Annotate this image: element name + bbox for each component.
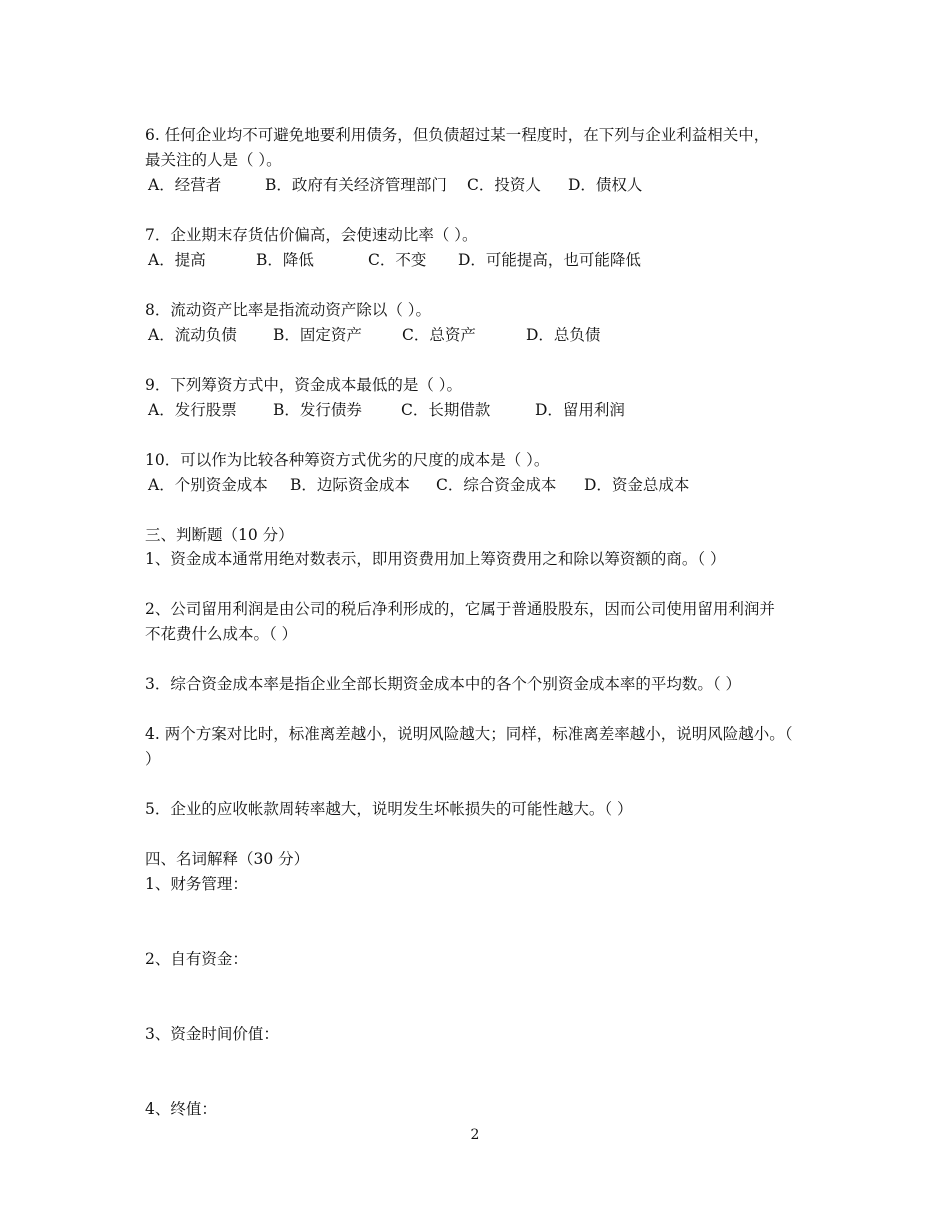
question-9-option-b: B．发行债券	[273, 401, 362, 419]
section-terms-heading: 四、名词解释（30 分）	[145, 850, 310, 868]
question-10-option-a: A．个别资金成本	[148, 476, 268, 494]
judgment-item-4-line-2: ）	[145, 750, 161, 768]
question-6-option-c: C．投资人	[467, 176, 541, 194]
question-9-stem: 9．下列筹资方式中，资金成本最低的是（ ）。	[145, 376, 463, 394]
question-6-stem-line-2: 最关注的人是（ ）。	[145, 151, 282, 169]
term-item-4: 4、终值：	[145, 1100, 217, 1118]
question-7-option-d: D．可能提高，也可能降低	[458, 251, 641, 269]
judgment-item-3: 3．综合资金成本率是指企业全部长期资金成本中的各个个别资金成本率的平均数。（ ）	[145, 675, 742, 693]
judgment-item-5: 5．企业的应收帐款周转率越大，说明发生坏帐损失的可能性越大。（ ）	[145, 800, 633, 818]
question-6-option-d: D．债权人	[568, 176, 643, 194]
section-judgment-heading: 三、判断题（10 分）	[145, 526, 294, 544]
question-9-option-d: D．留用利润	[535, 401, 625, 419]
question-8-stem: 8．流动资产比率是指流动资产除以（ ）。	[145, 301, 432, 319]
question-7-option-c: C．不变	[368, 251, 427, 269]
question-10-option-d: D．资金总成本	[584, 476, 690, 494]
question-10-option-c: C．综合资金成本	[436, 476, 557, 494]
question-8-option-b: B．固定资产	[273, 326, 362, 344]
judgment-item-4-line-1: 4. 两个方案对比时，标准离差越小，说明风险越大；同样，标准离差率越小，说明风险越小。（	[145, 725, 793, 743]
question-6-option-a: A．经营者	[148, 176, 222, 194]
question-9-option-a: A．发行股票	[148, 401, 237, 419]
judgment-item-2-line-2: 不花费什么成本。（ ）	[145, 625, 298, 643]
question-7-stem: 7．企业期末存货估价偏高，会使速动比率（ ）。	[145, 226, 478, 244]
judgment-item-1: 1、资金成本通常用绝对数表示，即用资费用加上筹资费用之和除以筹资额的商。（ ）	[145, 550, 726, 568]
term-item-1: 1、财务管理：	[145, 875, 248, 893]
question-6-stem-line-1: 6. 任何企业均不可避免地要利用债务，但负债超过某一程度时，在下列与企业利益相关中，	[145, 126, 770, 144]
question-9-option-c: C．长期借款	[401, 401, 491, 419]
page-number: 2	[470, 1127, 480, 1143]
term-item-2: 2、自有资金：	[145, 950, 248, 968]
question-8-option-a: A．流动负债	[148, 326, 237, 344]
question-8-option-c: C．总资产	[402, 326, 476, 344]
question-7-option-a: A．提高	[148, 251, 206, 269]
question-10-stem: 10．可以作为比较各种筹资方式优劣的尺度的成本是（ ）。	[145, 451, 550, 469]
question-6-option-b: B．政府有关经济管理部门	[265, 176, 447, 194]
question-8-option-d: D．总负债	[526, 326, 601, 344]
question-10-option-b: B．边际资金成本	[290, 476, 410, 494]
question-7-option-b: B．降低	[256, 251, 314, 269]
term-item-3: 3、资金时间价值：	[145, 1025, 279, 1043]
judgment-item-2-line-1: 2、公司留用利润是由公司的税后净利形成的，它属于普通股股东，因而公司使用留用利润并	[145, 600, 775, 618]
